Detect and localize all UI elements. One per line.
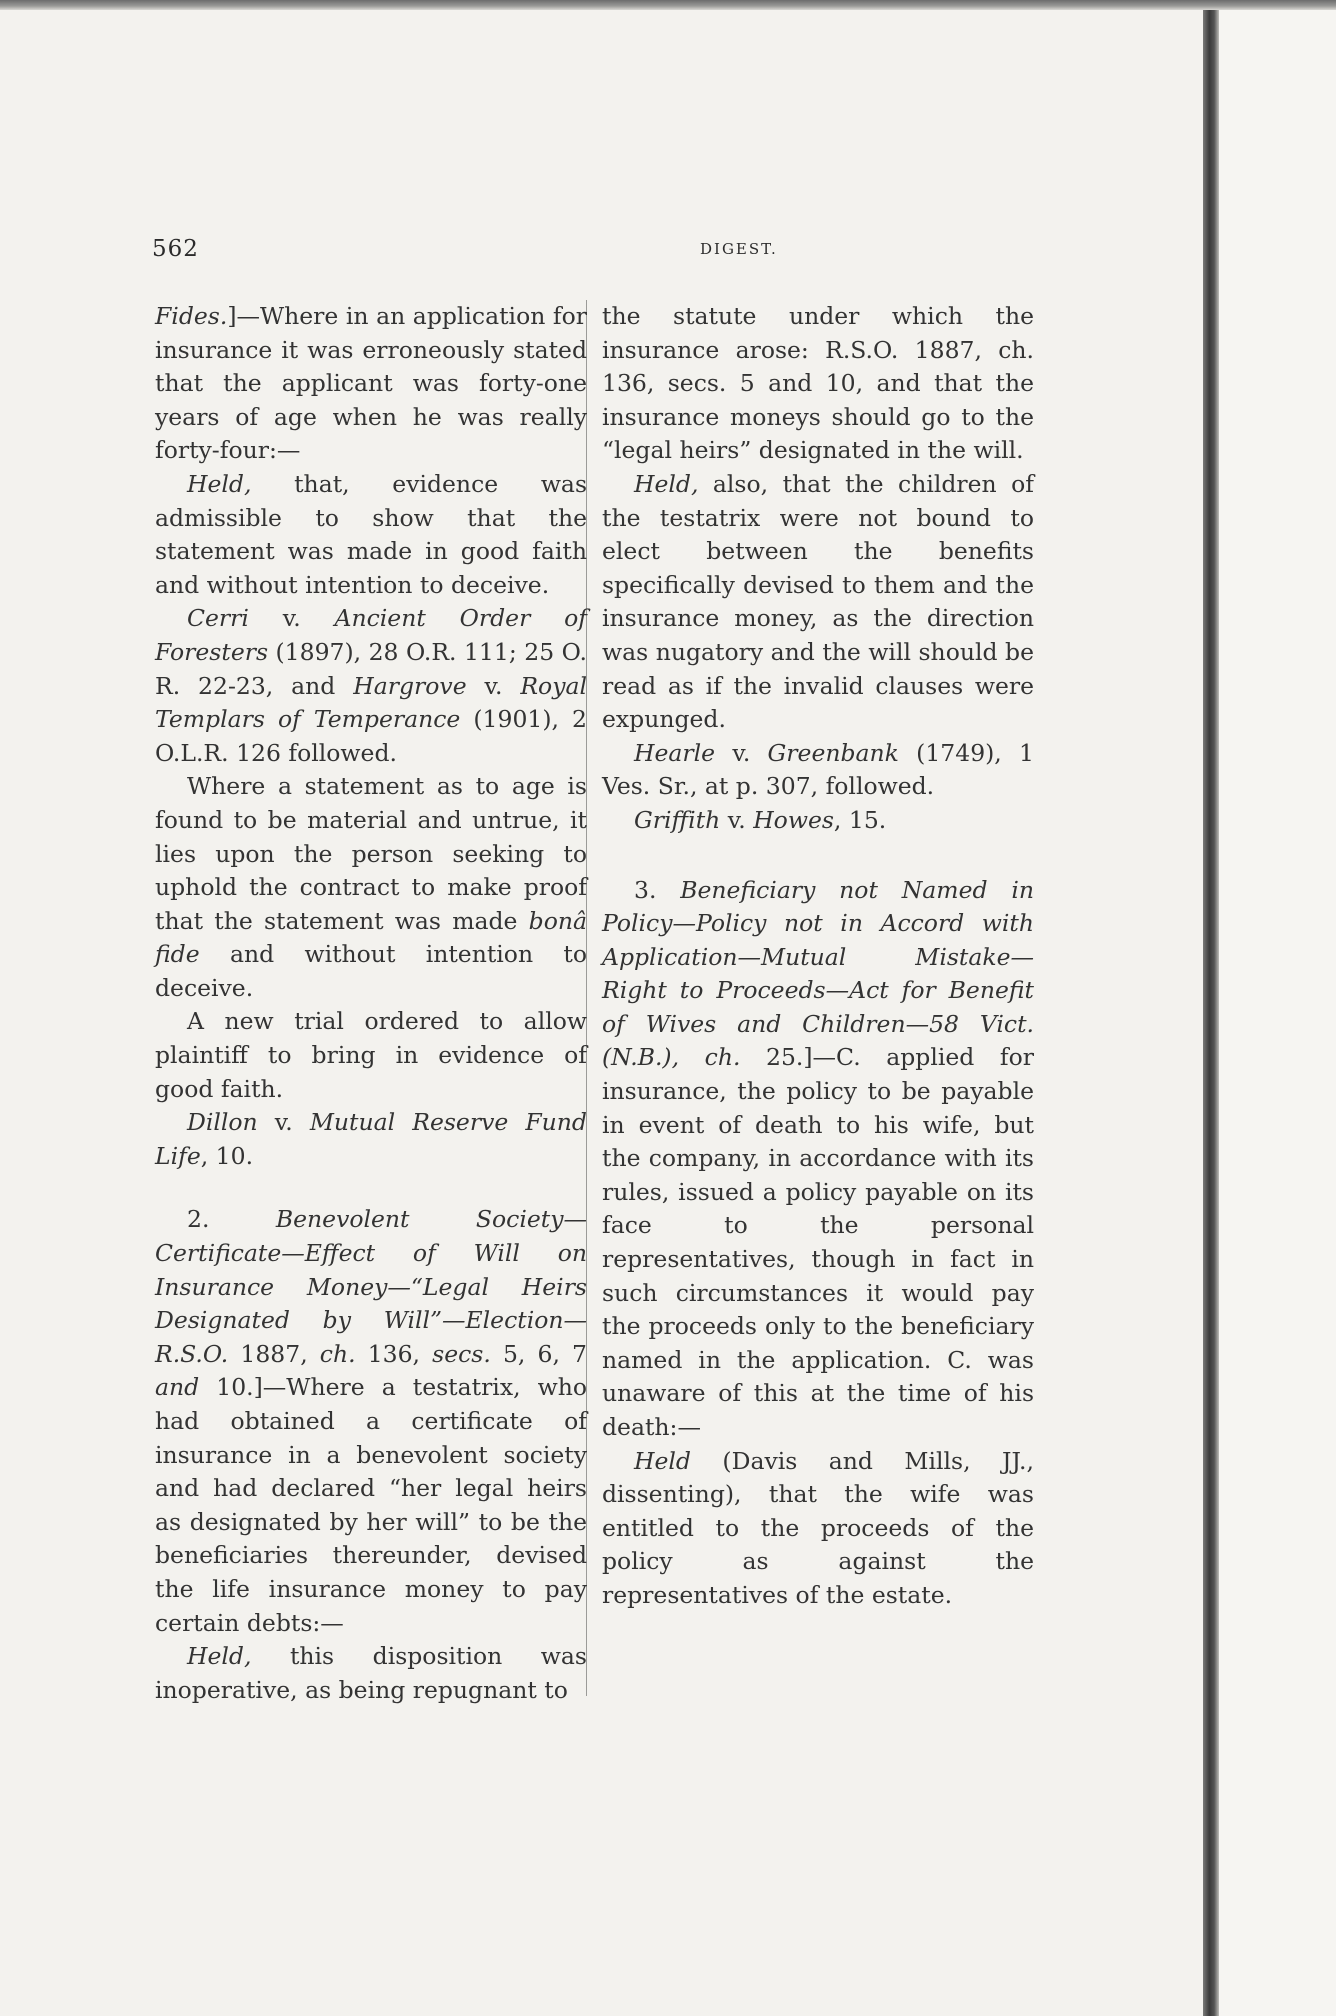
paragraph-held-evidence: Held, that, evidence was admissible to show that the statement was made in good faith and without intention to deceive.: [155, 469, 587, 599]
page-number: 562: [152, 236, 199, 262]
scan-top-edge: [0, 0, 1336, 10]
scan-page-binding-edge: [1203, 10, 1219, 2016]
paragraph-held-children: Held, also, that the children of the testatrix were not bound to elect between the benefits specifically devised to them and the insurance money, as the direction was nugatory and the will should be read as if the invalid clauses were expunged.: [602, 469, 1034, 734]
paragraph-citation-hearle: Hearle v. Greenbank (1749), 1 Ves. Sr., at p. 307, followed.: [602, 738, 1034, 801]
running-head: [152, 236, 1164, 276]
left-column: [155, 300, 587, 1707]
paragraph-held-inoperative: Held, this disposition was inoperative, as being repugnant to: [155, 1642, 587, 1704]
paragraph-new-trial: A new trial ordered to allow plaintiff to bring in evidence of good faith.: [155, 1007, 587, 1103]
right-column: [602, 300, 1034, 1613]
paragraph-statement-age: Where a statement as to age is found to be material and untrue, it lies upon the person seeking to uphold the contract to make proof that the statement was made bonâ fide and without intention to deceive.: [155, 772, 587, 1002]
section-2-benevolent-society: 2. Benevolent Society—Certificate—Effect of Will on Insurance Money—“Legal Heirs Designated by Will”—Election—R.S.O. 1887, ch. 136, secs. 5, 6, 7 and 10.]—Where a testatrix, who had obtained a certificate of insurance in a benevolent society and had declared “her legal heirs as designated by her will” to be the beneficiaries thereunder, devised the life insurance money to pay certain debts:—: [155, 1205, 587, 1637]
paragraph-held-wife: Held (Davis and Mills, JJ., dissenting), that the wife was entitled to the proceeds of the policy as against the representatives of the estate.: [602, 1446, 1034, 1609]
paragraph-case-dillon: Dillon v. Mutual Reserve Fund Life, 10.: [155, 1108, 587, 1170]
paragraph-case-griffith: Griffith v. Howes, 15.: [634, 805, 887, 834]
paragraph-statute-continued: the statute under which the insurance arose: R.S.O. 1887, ch. 136, secs. 5 and 10, and that the insurance moneys should go to the “legal heirs” designated in the will.: [602, 302, 1034, 465]
scan-right-margin: [1219, 10, 1336, 2016]
header-title: DIGEST.: [700, 240, 778, 258]
paragraph-citation-cerri: Cerri v. Ancient Order of Foresters (1897), 28 O.R. 111; 25 O. R. 22-23, and Hargrove v. Royal Templars of Temperance (1901), 2 O.L.R. 126 followed.: [155, 604, 588, 767]
section-3-beneficiary: 3. Beneficiary not Named in Policy—Policy not in Accord with Application—Mutual Mistake—Right to Proceeds—Act for Benefit of Wives and Children—58 Vict. (N.B.), ch. 25.]—C. applied for insurance, the policy to be payable in event of death to his wife, but the company, in accordance with its rules, issued a policy payable on its face to the personal representatives, though in fact in such circumstances it would pay the proceeds only to the beneficiary named in the application. C. was unaware of this at the time of his death:—: [602, 875, 1034, 1441]
paragraph-fides: Fides.]—Where in an application for insurance it was erroneously stated that the applicant was forty-one years of age when he was really forty-four:—: [155, 302, 587, 465]
